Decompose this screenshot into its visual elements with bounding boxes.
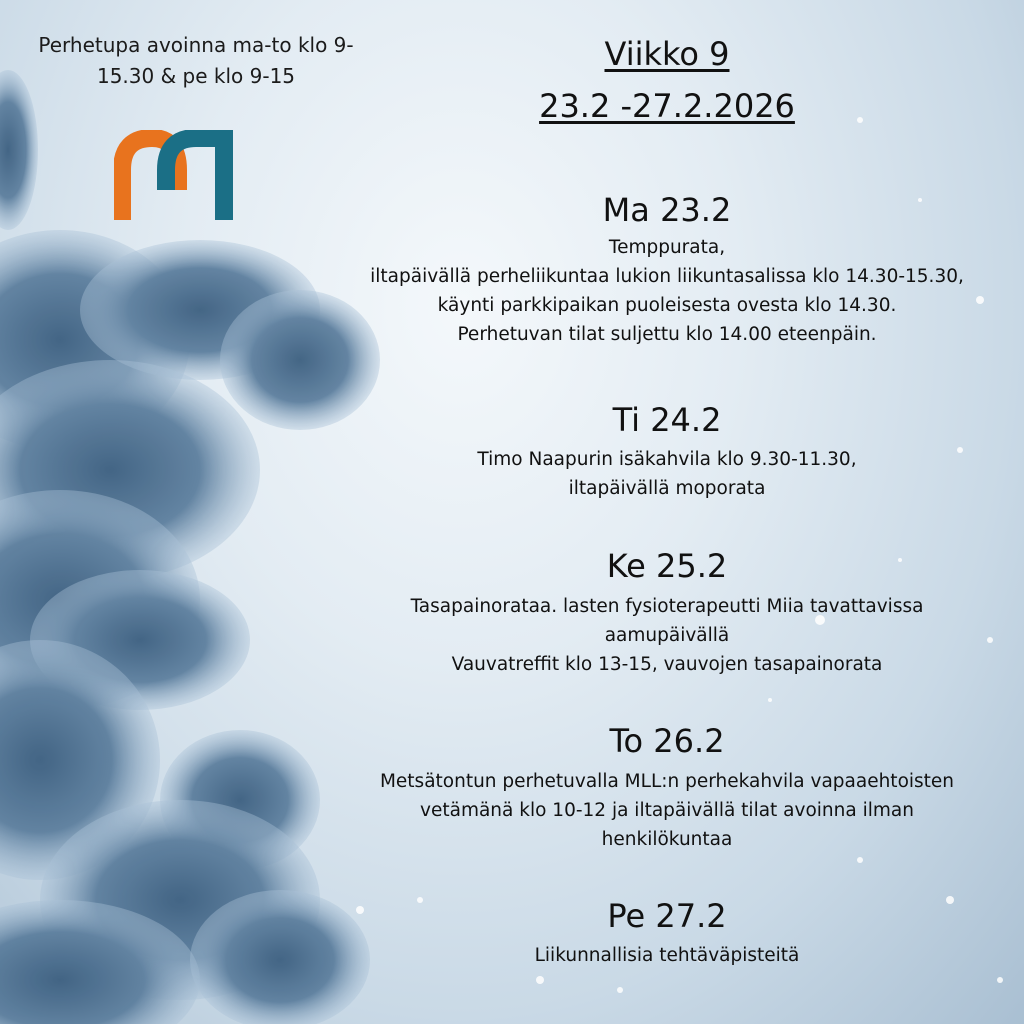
opening-hours-line: 15.30 & pe klo 9-15 bbox=[96, 64, 296, 88]
day-line: aamupäivällä bbox=[604, 625, 730, 646]
week-title: Viikko 9 bbox=[604, 35, 730, 73]
day-title: To 26.2 bbox=[609, 722, 725, 760]
day-description bbox=[310, 592, 1024, 679]
day-line: Perhetuvan tilat suljettu klo 14.00 eteenpäin. bbox=[457, 324, 877, 345]
day-title: Pe 27.2 bbox=[607, 897, 727, 935]
day-title: Ke 25.2 bbox=[606, 547, 728, 585]
day-line: henkilökuntaa bbox=[601, 829, 733, 850]
day-line: Metsätontun perhetuvalla MLL:n perhekahvila vapaaehtoisten bbox=[379, 771, 955, 792]
day-title: Ma 23.2 bbox=[602, 191, 732, 229]
day-line: Vauvatreffit klo 13-15, vauvojen tasapainorata bbox=[451, 654, 883, 675]
day-description bbox=[310, 233, 1024, 349]
week-dates: 23.2 -27.2.2026 bbox=[539, 87, 795, 125]
day-line: Timo Naapurin isäkahvila klo 9.30-11.30, bbox=[477, 449, 857, 470]
day-description bbox=[310, 767, 1024, 854]
opening-hours-line: Perhetupa avoinna ma-to klo 9- bbox=[38, 33, 354, 57]
m-logo-icon bbox=[114, 130, 234, 222]
day-description bbox=[310, 941, 1024, 970]
day-line: Liikunnallisia tehtäväpisteitä bbox=[534, 945, 800, 966]
day-line: iltapäivällä perheliikuntaa lukion liikuntasalissa klo 14.30-15.30, bbox=[370, 266, 964, 287]
day-line: iltapäivällä moporata bbox=[568, 478, 766, 499]
day-line: vetämänä klo 10-12 ja iltapäivällä tilat avoinna ilman bbox=[420, 800, 914, 821]
day-line: Temppurata, bbox=[608, 237, 726, 258]
day-line: käynti parkkipaikan puoleisesta ovesta klo 14.30. bbox=[437, 295, 897, 316]
day-line: Tasapainorataa. lasten fysioterapeutti Miia tavattavissa bbox=[410, 596, 924, 617]
day-description bbox=[310, 445, 1024, 503]
day-title: Ti 24.2 bbox=[612, 401, 722, 439]
